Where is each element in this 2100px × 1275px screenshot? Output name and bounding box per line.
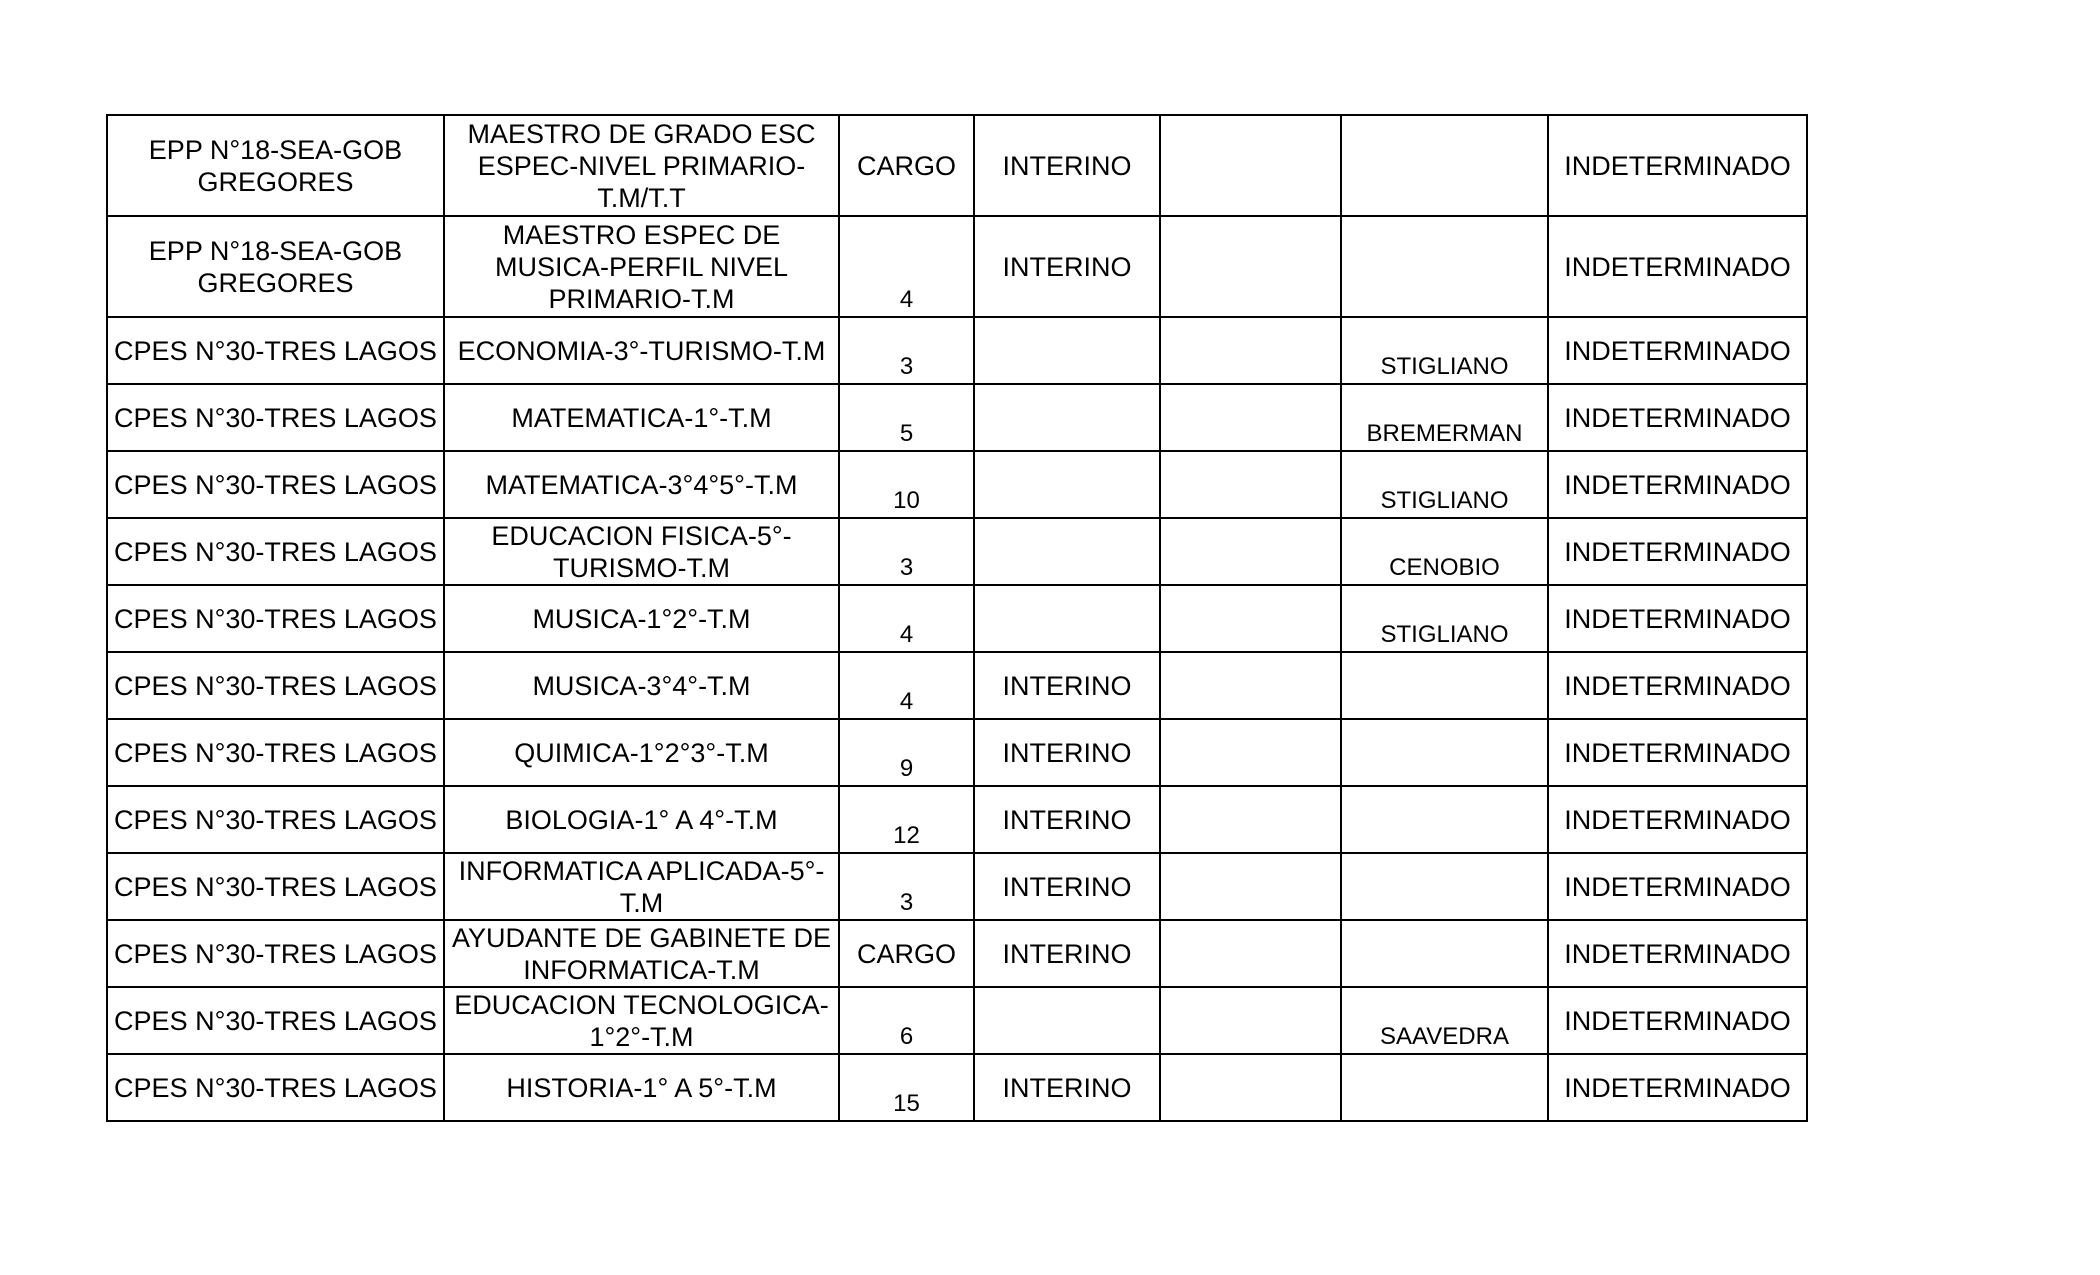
subject-cell: ECONOMIA-3°-TURISMO-T.M: [444, 317, 839, 384]
status-cell: INTERINO: [974, 1054, 1160, 1121]
term-cell: INDETERMINADO: [1548, 853, 1807, 920]
table-row: [107, 987, 1807, 1054]
hours-cell: 10: [839, 451, 974, 518]
teacher-cell: CENOBIO: [1341, 518, 1548, 585]
status-cell: INTERINO: [974, 853, 1160, 920]
school-cell: CPES N°30-TRES LAGOS: [107, 585, 444, 652]
vacancies-table: [106, 114, 1808, 1122]
teacher-cell: STIGLIANO: [1341, 317, 1548, 384]
hours-cell: 3: [839, 518, 974, 585]
term-cell: INDETERMINADO: [1548, 451, 1807, 518]
teacher-cell: [1341, 1054, 1548, 1121]
table-row: [107, 115, 1807, 216]
table-row: [107, 786, 1807, 853]
hours-cell: 12: [839, 786, 974, 853]
status-cell: INTERINO: [974, 719, 1160, 786]
hours-cell: 6: [839, 987, 974, 1054]
school-cell: EPP N°18-SEA-GOB GREGORES: [107, 115, 444, 216]
teacher-cell: [1341, 719, 1548, 786]
table-row: [107, 518, 1807, 585]
type-cell: CARGO: [839, 115, 974, 216]
term-cell: INDETERMINADO: [1548, 786, 1807, 853]
status-cell: [974, 317, 1160, 384]
status-cell: [974, 451, 1160, 518]
subject-cell: MAESTRO DE GRADO ESC ESPEC-NIVEL PRIMARIO-T.M/T.T: [444, 115, 839, 216]
term-cell: INDETERMINADO: [1548, 115, 1807, 216]
school-cell: CPES N°30-TRES LAGOS: [107, 853, 444, 920]
table-row: [107, 216, 1807, 317]
teacher-cell: STIGLIANO: [1341, 585, 1548, 652]
hours-cell: 4: [839, 216, 974, 317]
school-cell: CPES N°30-TRES LAGOS: [107, 317, 444, 384]
empty-cell: [1160, 115, 1341, 216]
teacher-cell: [1341, 786, 1548, 853]
empty-cell: [1160, 585, 1341, 652]
subject-cell: INFORMATICA APLICADA-5°-T.M: [444, 853, 839, 920]
school-cell: CPES N°30-TRES LAGOS: [107, 652, 444, 719]
empty-cell: [1160, 1054, 1341, 1121]
teacher-cell: [1341, 652, 1548, 719]
school-cell: CPES N°30-TRES LAGOS: [107, 786, 444, 853]
empty-cell: [1160, 451, 1341, 518]
status-cell: INTERINO: [974, 786, 1160, 853]
empty-cell: [1160, 786, 1341, 853]
hours-cell: 9: [839, 719, 974, 786]
status-cell: [974, 585, 1160, 652]
empty-cell: [1160, 384, 1341, 451]
teacher-cell: [1341, 920, 1548, 987]
school-cell: CPES N°30-TRES LAGOS: [107, 518, 444, 585]
subject-cell: MATEMATICA-1°-T.M: [444, 384, 839, 451]
table-row: [107, 1054, 1807, 1121]
table-row: [107, 384, 1807, 451]
school-cell: EPP N°18-SEA-GOB GREGORES: [107, 216, 444, 317]
status-cell: [974, 518, 1160, 585]
subject-cell: AYUDANTE DE GABINETE DE INFORMATICA-T.M: [444, 920, 839, 987]
teacher-cell: [1341, 853, 1548, 920]
hours-cell: 5: [839, 384, 974, 451]
subject-cell: HISTORIA-1° A 5°-T.M: [444, 1054, 839, 1121]
hours-cell: 4: [839, 652, 974, 719]
type-cell: CARGO: [839, 920, 974, 987]
table-row: [107, 719, 1807, 786]
table-row: [107, 451, 1807, 518]
status-cell: [974, 384, 1160, 451]
term-cell: INDETERMINADO: [1548, 585, 1807, 652]
hours-cell: 3: [839, 317, 974, 384]
table-row: [107, 585, 1807, 652]
empty-cell: [1160, 652, 1341, 719]
table-row: [107, 317, 1807, 384]
subject-cell: EDUCACION TECNOLOGICA-1°2°-T.M: [444, 987, 839, 1054]
term-cell: INDETERMINADO: [1548, 216, 1807, 317]
term-cell: INDETERMINADO: [1548, 652, 1807, 719]
term-cell: INDETERMINADO: [1548, 518, 1807, 585]
school-cell: CPES N°30-TRES LAGOS: [107, 1054, 444, 1121]
teacher-cell: BREMERMAN: [1341, 384, 1548, 451]
school-cell: CPES N°30-TRES LAGOS: [107, 451, 444, 518]
subject-cell: QUIMICA-1°2°3°-T.M: [444, 719, 839, 786]
term-cell: INDETERMINADO: [1548, 384, 1807, 451]
status-cell: INTERINO: [974, 115, 1160, 216]
subject-cell: MAESTRO ESPEC DE MUSICA-PERFIL NIVEL PRIMARIO-T.M: [444, 216, 839, 317]
empty-cell: [1160, 216, 1341, 317]
empty-cell: [1160, 518, 1341, 585]
table-row: [107, 853, 1807, 920]
empty-cell: [1160, 987, 1341, 1054]
status-cell: [974, 987, 1160, 1054]
subject-cell: MUSICA-1°2°-T.M: [444, 585, 839, 652]
status-cell: INTERINO: [974, 652, 1160, 719]
status-cell: INTERINO: [974, 216, 1160, 317]
subject-cell: BIOLOGIA-1° A 4°-T.M: [444, 786, 839, 853]
hours-cell: 3: [839, 853, 974, 920]
hours-cell: 4: [839, 585, 974, 652]
term-cell: INDETERMINADO: [1548, 1054, 1807, 1121]
empty-cell: [1160, 317, 1341, 384]
table-row: [107, 920, 1807, 987]
teacher-cell: [1341, 115, 1548, 216]
school-cell: CPES N°30-TRES LAGOS: [107, 719, 444, 786]
empty-cell: [1160, 853, 1341, 920]
table-row: [107, 652, 1807, 719]
term-cell: INDETERMINADO: [1548, 987, 1807, 1054]
subject-cell: MUSICA-3°4°-T.M: [444, 652, 839, 719]
status-cell: INTERINO: [974, 920, 1160, 987]
school-cell: CPES N°30-TRES LAGOS: [107, 384, 444, 451]
term-cell: INDETERMINADO: [1548, 317, 1807, 384]
subject-cell: EDUCACION FISICA-5°-TURISMO-T.M: [444, 518, 839, 585]
school-cell: CPES N°30-TRES LAGOS: [107, 920, 444, 987]
teacher-cell: SAAVEDRA: [1341, 987, 1548, 1054]
term-cell: INDETERMINADO: [1548, 920, 1807, 987]
teacher-cell: STIGLIANO: [1341, 451, 1548, 518]
school-cell: CPES N°30-TRES LAGOS: [107, 987, 444, 1054]
empty-cell: [1160, 920, 1341, 987]
term-cell: INDETERMINADO: [1548, 719, 1807, 786]
hours-cell: 15: [839, 1054, 974, 1121]
empty-cell: [1160, 719, 1341, 786]
teacher-cell: [1341, 216, 1548, 317]
subject-cell: MATEMATICA-3°4°5°-T.M: [444, 451, 839, 518]
